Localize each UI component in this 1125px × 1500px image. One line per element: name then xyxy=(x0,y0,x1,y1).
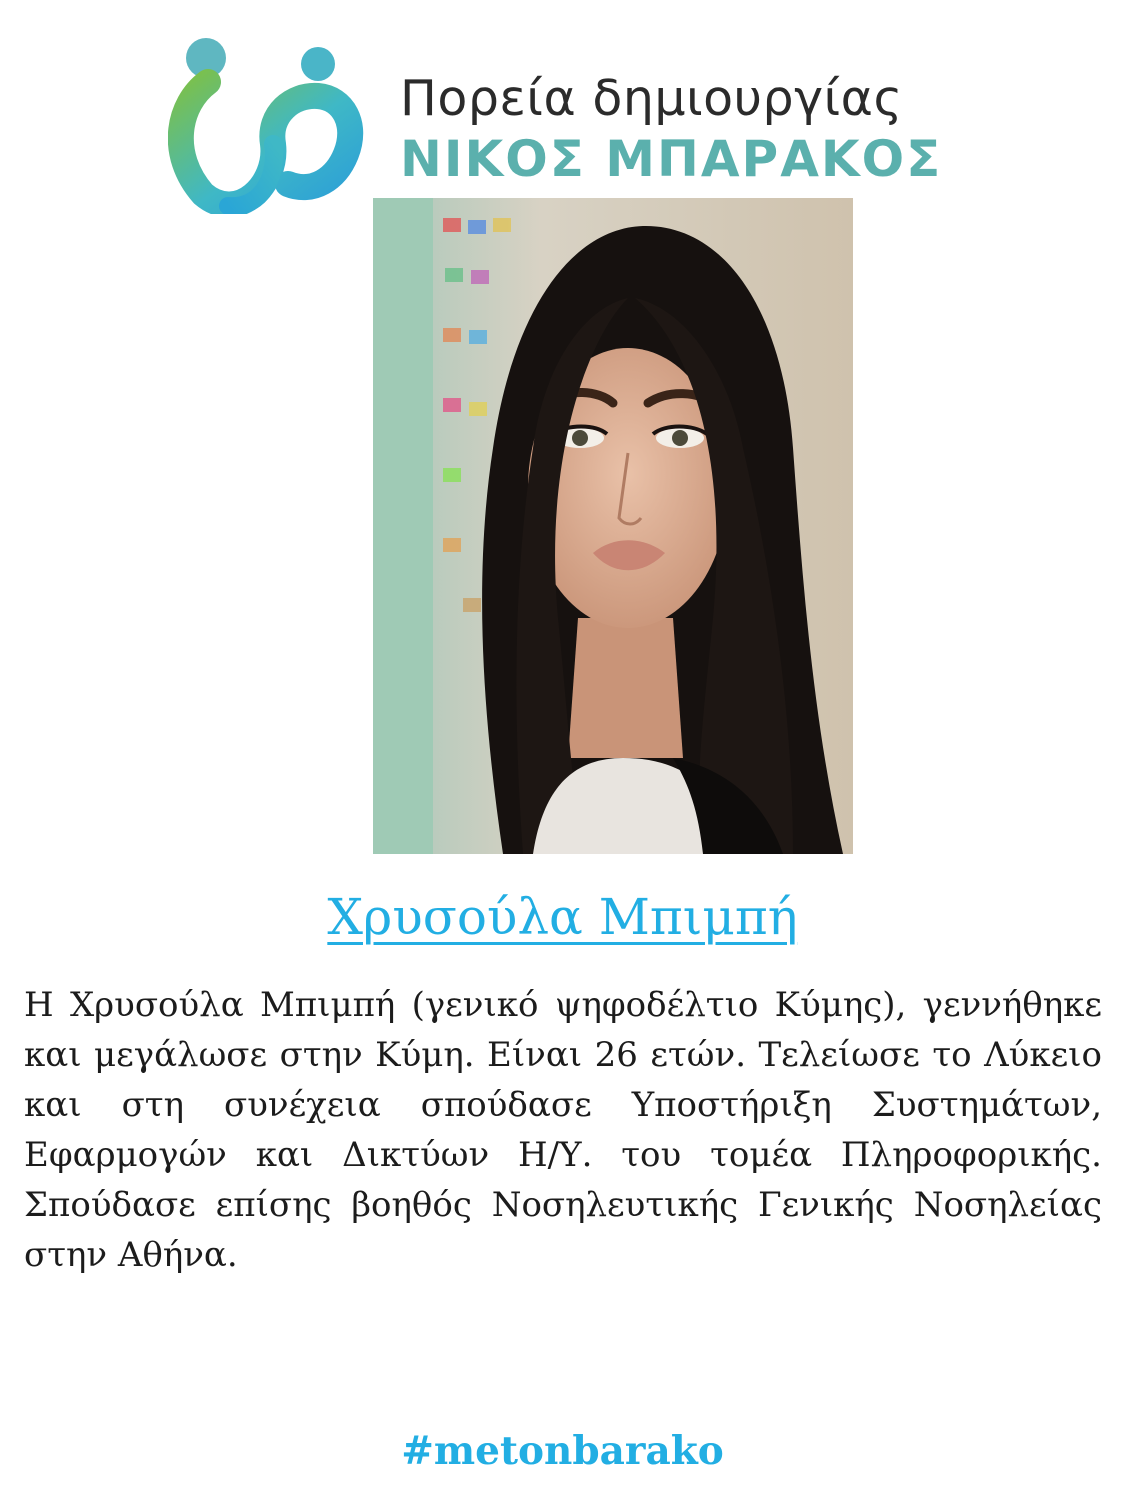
portrait-photo xyxy=(373,198,853,854)
candidate-name: Χρυσούλα Μπιμπή xyxy=(327,888,798,946)
infinity-figures-logo-icon xyxy=(168,34,373,214)
org-name-line1: Πορεία δημιουργίας xyxy=(400,70,903,127)
header xyxy=(168,34,968,214)
org-name-line2: ΝΙΚΟΣ ΜΠΑΡΑΚΟΣ xyxy=(400,130,943,188)
candidate-bio: Η Χρυσούλα Μπιμπή (γενικό ψηφοδέλτιο Κύμης), γεννήθηκε και μεγάλωσε στην Κύμη. Είναι 26 ετών. Τελείωσε το Λύκειο και στη συνέχεια σπούδασε Υποστήριξη Συστημάτων, Εφαρμογών και Δικτύων Η/Υ. του τομέα Πληροφορικής. Σπούδασε επίσης βοηθός Νοσηλευτικής Γενικής Νοσηλείας στην Αθήνα. xyxy=(24,985,1102,1275)
campaign-hashtag: #metonbarako xyxy=(401,1428,724,1474)
